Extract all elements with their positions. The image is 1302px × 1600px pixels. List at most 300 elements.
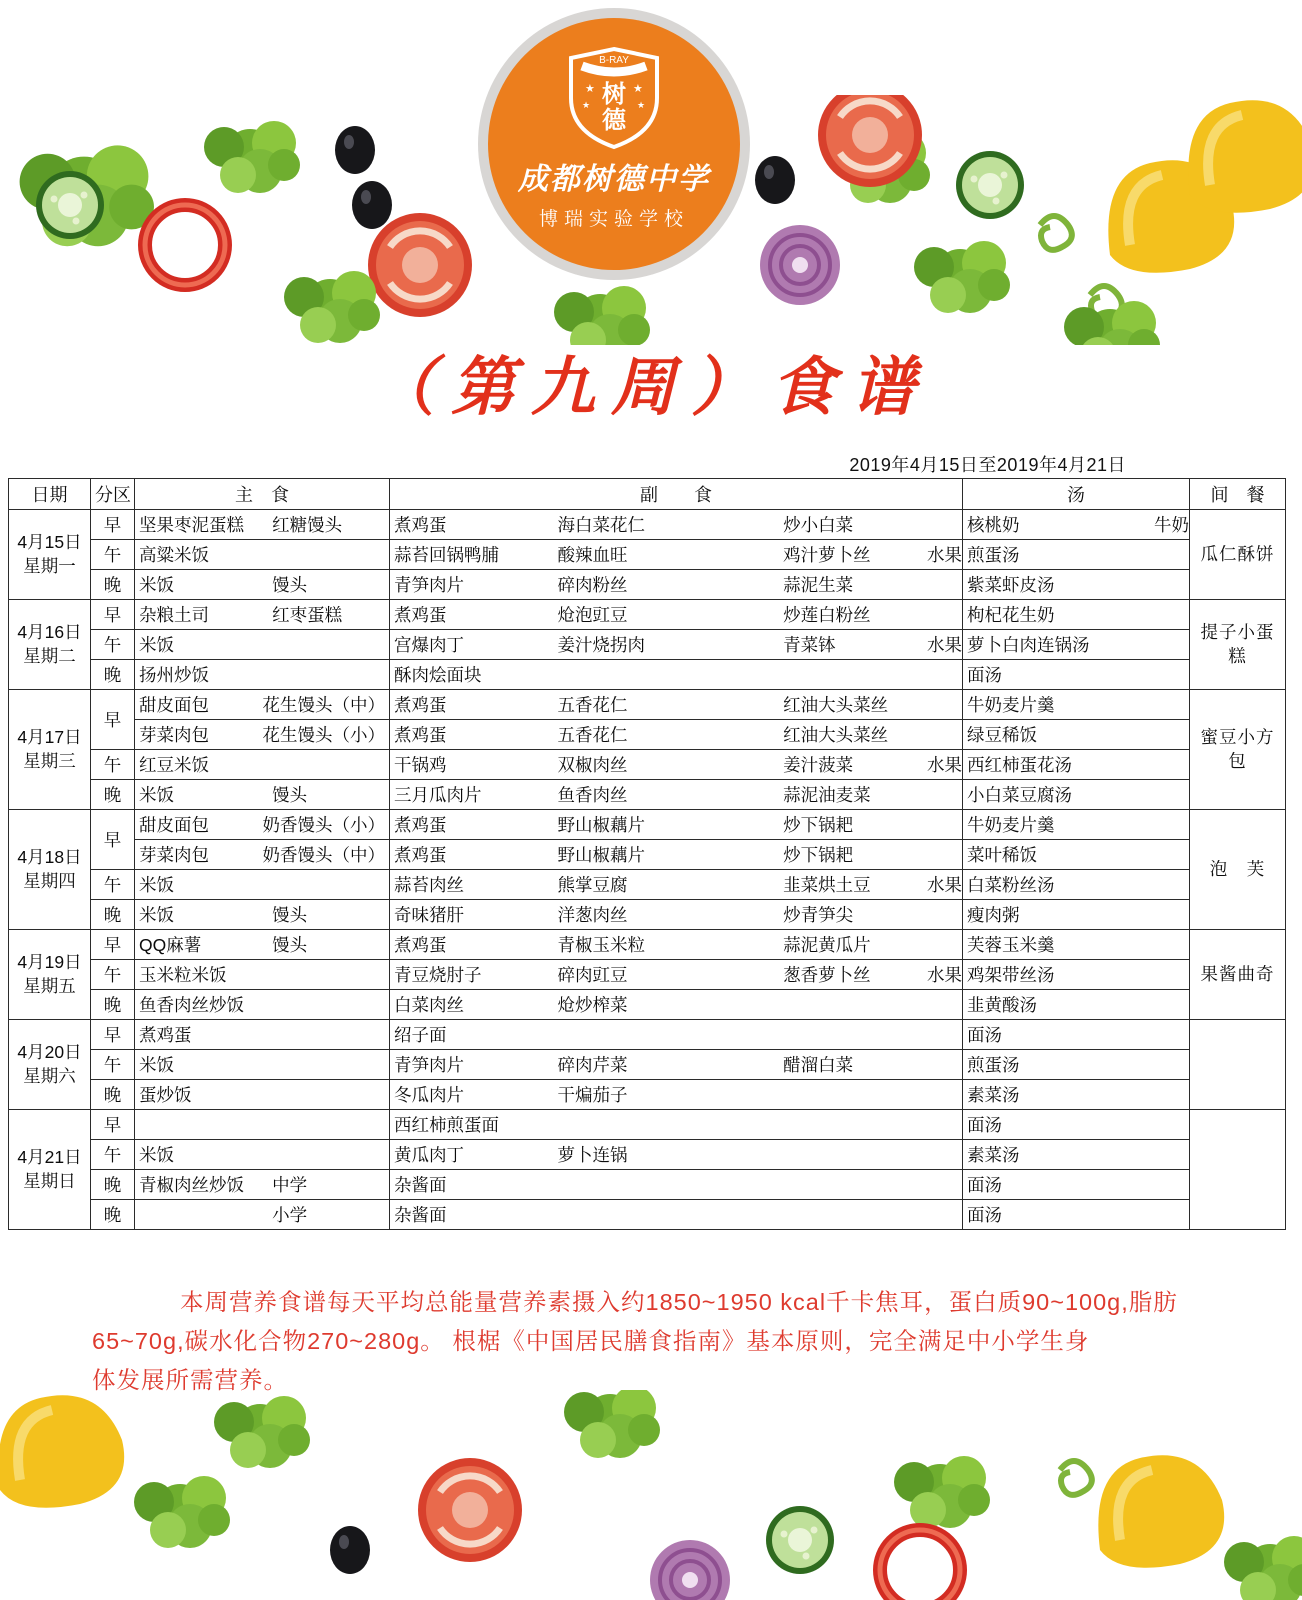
soup-cell — [963, 840, 1190, 870]
soup-item-1: 菜叶稀饭 — [967, 845, 1037, 865]
staple-cell — [135, 1050, 390, 1080]
logo-circle — [488, 18, 740, 270]
side-cell — [390, 630, 963, 660]
soup-cell — [963, 960, 1190, 990]
side-cell — [390, 540, 963, 570]
side-item-3: 鸡汁萝卜丝 — [783, 545, 871, 565]
staple-cell — [135, 840, 390, 870]
soup-item-1: 素菜汤 — [967, 1145, 1020, 1165]
side-cell — [390, 1170, 963, 1200]
soup-item-1: 小白菜豆腐汤 — [967, 785, 1072, 805]
side-item-3: 蒜泥油麦菜 — [783, 785, 871, 805]
snack-cell: 提子小蛋糕 — [1190, 600, 1286, 690]
soup-cell — [963, 570, 1190, 600]
menu-row — [9, 540, 1286, 570]
soup-cell — [963, 750, 1190, 780]
staple-item-1: 米饭 — [139, 1055, 174, 1075]
staple-item-2 — [272, 1142, 385, 1167]
staple-cell — [135, 600, 390, 630]
soup-item-1: 素菜汤 — [967, 1085, 1020, 1105]
date-text: 4月15日 — [17, 531, 82, 552]
soup-item-1: 面汤 — [967, 665, 1002, 685]
menu-row — [9, 1050, 1286, 1080]
side-cell — [390, 930, 963, 960]
side-item-1: 杂酱面 — [394, 1205, 447, 1225]
date-cell — [9, 600, 91, 690]
header-date: 日期 — [9, 479, 91, 510]
side-item-3: 炒莲白粉丝 — [783, 605, 871, 625]
side-item-3: 蒜泥黄瓜片 — [783, 935, 871, 955]
side-item-3 — [783, 992, 958, 1017]
side-item-2 — [558, 662, 784, 687]
side-item-1: 青笋肉片 — [394, 1055, 464, 1075]
side-item-2: 熊掌豆腐 — [557, 875, 628, 895]
soup-cell — [963, 630, 1190, 660]
side-item-3 — [783, 1172, 958, 1197]
header-row — [9, 479, 1286, 510]
meal-cell: 午 — [91, 540, 135, 570]
side-item-3: 红油大头菜丝 — [783, 695, 889, 715]
side-item-2: 干煸茄子 — [557, 1085, 628, 1105]
nutrition-line-2: 65~70g,碳水化合物270~280g。 根椐《中国居民膳食指南》基本原则，完全满足中小学生身 — [92, 1328, 1090, 1354]
staple-item-2: 中学 — [272, 1175, 308, 1195]
side-item-2: 洋葱肉丝 — [557, 905, 628, 925]
date-text: 星期一 — [23, 555, 76, 576]
staple-cell — [135, 1080, 390, 1110]
soup-item-1: 面汤 — [967, 1175, 1002, 1195]
staple-cell — [135, 810, 390, 840]
staple-item-1 — [139, 1202, 272, 1227]
side-item-3 — [783, 1142, 958, 1167]
staple-item-2 — [272, 542, 385, 567]
side-item-1: 干锅鸡 — [394, 755, 447, 775]
meal-cell: 早 — [91, 1110, 135, 1140]
menu-row — [9, 750, 1286, 780]
side-item-1: 黄瓜肉丁 — [394, 1145, 464, 1165]
side-item-1: 煮鸡蛋 — [394, 695, 447, 715]
meal-cell: 早 — [91, 1020, 135, 1050]
staple-item-1: 芽菜肉包 — [139, 845, 209, 865]
staple-cell — [135, 990, 390, 1020]
menu-row — [9, 720, 1286, 750]
menu-row — [9, 630, 1286, 660]
side-cell — [390, 990, 963, 1020]
staple-item-1: 米饭 — [139, 575, 174, 595]
shield-icon — [568, 46, 660, 150]
side-cell — [390, 810, 963, 840]
meal-cell: 午 — [91, 1140, 135, 1170]
soup-item-1: 韭黄酸汤 — [967, 995, 1037, 1015]
staple-cell — [135, 1140, 390, 1170]
fruit-label: 水果 — [927, 965, 962, 985]
side-item-2: 碎肉粉丝 — [557, 575, 628, 595]
snack-cell: 蜜豆小方包 — [1190, 690, 1286, 810]
staple-item-2: 馒头 — [272, 905, 308, 925]
meal-cell: 晚 — [91, 660, 135, 690]
soup-cell — [963, 780, 1190, 810]
side-cell — [390, 1200, 963, 1230]
menu-row — [9, 1080, 1286, 1110]
side-item-1: 西红柿煎蛋面 — [394, 1115, 499, 1135]
side-item-2: 海白菜花仁 — [557, 515, 646, 535]
snack-cell — [1190, 1020, 1286, 1110]
meal-cell: 早 — [91, 810, 135, 870]
snack-cell — [1190, 1110, 1286, 1230]
menu-row — [9, 900, 1286, 930]
soup-item-1: 萝卜白肉连锅汤 — [967, 635, 1090, 655]
date-text: 4月17日 — [17, 726, 82, 747]
side-item-3: 炒下锅耙 — [783, 845, 854, 865]
staple-item-1: 甜皮面包 — [139, 695, 209, 715]
menu-row — [9, 930, 1286, 960]
snack-cell: 果酱曲奇 — [1190, 930, 1286, 1020]
staple-item-1: 坚果枣泥蛋糕 — [139, 515, 244, 535]
header-side: 副 食 — [390, 479, 963, 510]
soup-cell — [963, 600, 1190, 630]
side-cell — [390, 720, 963, 750]
side-item-1: 蒜苔回锅鸭脯 — [394, 545, 499, 565]
side-cell — [390, 1080, 963, 1110]
menu-row — [9, 1170, 1286, 1200]
soup-cell — [963, 660, 1190, 690]
soup-cell — [963, 900, 1190, 930]
staple-item-2 — [272, 872, 385, 897]
side-item-2: 酸辣血旺 — [557, 545, 628, 565]
staple-cell — [135, 960, 390, 990]
nutrition-line-1: 本周营养食谱每天平均总能量营养素摄入约1850~1950 kcal千卡焦耳，蛋白质90~100g,脂肪 — [180, 1289, 1178, 1315]
side-item-2: 野山椒藕片 — [557, 845, 646, 865]
menu-row — [9, 690, 1286, 720]
school-logo — [478, 8, 750, 300]
date-text: 星期六 — [23, 1065, 76, 1086]
side-item-1: 青豆烧肘子 — [394, 965, 482, 985]
meal-cell: 早 — [91, 510, 135, 540]
side-item-2: 碎肉芹菜 — [557, 1055, 628, 1075]
staple-item-1: 芽菜肉包 — [139, 725, 209, 745]
soup-cell — [963, 990, 1190, 1020]
soup-item-2: 牛奶 — [1154, 515, 1189, 535]
soup-item-1: 煎蛋汤 — [967, 545, 1020, 565]
meal-cell: 午 — [91, 960, 135, 990]
staple-item-1: 米饭 — [139, 785, 174, 805]
staple-cell — [135, 750, 390, 780]
svg-text:树: 树 — [602, 79, 626, 108]
staple-cell — [135, 540, 390, 570]
side-item-2: 鱼香肉丝 — [557, 785, 628, 805]
meal-cell: 晚 — [91, 990, 135, 1020]
side-cell — [390, 660, 963, 690]
staple-item-2 — [272, 662, 385, 687]
menu-row — [9, 840, 1286, 870]
staple-item-2: 馒头 — [272, 785, 308, 805]
staple-item-2 — [272, 1082, 385, 1107]
date-text: 星期四 — [23, 870, 76, 891]
soup-cell — [963, 930, 1190, 960]
menu-row — [9, 1020, 1286, 1050]
menu-row — [9, 1200, 1286, 1230]
side-item-2 — [558, 1112, 784, 1137]
svg-text:德: 德 — [602, 105, 626, 134]
side-cell — [390, 600, 963, 630]
staple-item-2: 馒头 — [272, 935, 308, 955]
date-text: 星期五 — [23, 975, 76, 996]
soup-cell — [963, 720, 1190, 750]
menu-row — [9, 1140, 1286, 1170]
staple-item-1: 青椒肉丝炒饭 — [139, 1175, 244, 1195]
soup-item-1: 瘦肉粥 — [967, 905, 1020, 925]
staple-item-2 — [272, 1022, 385, 1047]
side-cell — [390, 750, 963, 780]
side-item-2: 炝泡豇豆 — [557, 605, 628, 625]
staple-item-1: 扬州炒饭 — [139, 665, 209, 685]
side-item-3 — [783, 1202, 958, 1227]
staple-cell — [135, 1200, 390, 1230]
side-cell — [390, 900, 963, 930]
side-item-1: 杂酱面 — [394, 1175, 447, 1195]
soup-cell — [963, 510, 1190, 540]
date-text: 星期三 — [23, 750, 76, 771]
date-cell — [9, 1020, 91, 1110]
side-item-2: 双椒肉丝 — [557, 755, 628, 775]
soup-item-1: 面汤 — [967, 1205, 1002, 1225]
header-zone: 分区 — [91, 479, 135, 510]
menu-row — [9, 660, 1286, 690]
staple-item-2 — [272, 1052, 385, 1077]
staple-item-1: 高粱米饭 — [139, 545, 209, 565]
menu-row — [9, 780, 1286, 810]
soup-item-1: 鸡架带丝汤 — [967, 965, 1055, 985]
date-text: 4月18日 — [17, 846, 82, 867]
side-item-1: 煮鸡蛋 — [394, 815, 447, 835]
staple-item-2 — [272, 752, 385, 777]
staple-item-1: 玉米粒米饭 — [139, 965, 227, 985]
fruit-label: 水果 — [927, 545, 962, 565]
nutrition-note — [0, 1283, 1302, 1400]
staple-item-1: 杂粮土司 — [139, 605, 209, 625]
side-item-1: 煮鸡蛋 — [394, 515, 447, 535]
side-item-1: 绍子面 — [394, 1025, 447, 1045]
page-title: （第九周）食谱 — [371, 350, 931, 425]
meal-cell: 晚 — [91, 1200, 135, 1230]
soup-cell — [963, 1080, 1190, 1110]
meal-cell: 晚 — [91, 900, 135, 930]
meal-cell: 早 — [91, 600, 135, 630]
side-item-2 — [558, 1172, 784, 1197]
date-range: 2019年4月15日至2019年4月21日 — [849, 455, 1126, 475]
side-cell — [390, 510, 963, 540]
meal-cell: 晚 — [91, 1170, 135, 1200]
meal-cell: 午 — [91, 630, 135, 660]
side-item-3: 姜汁菠菜 — [783, 755, 854, 775]
staple-cell — [135, 1020, 390, 1050]
fruit-label: 水果 — [927, 755, 962, 775]
meal-cell: 午 — [91, 870, 135, 900]
staple-item-1: 米饭 — [139, 905, 174, 925]
nutrition-line-3: 体发展所需营养。 — [92, 1367, 288, 1393]
staple-item-1: 蛋炒饭 — [139, 1085, 192, 1105]
soup-item-1: 牛奶麦片羹 — [967, 815, 1055, 835]
date-text: 4月16日 — [17, 621, 82, 642]
staple-item-2: 小学 — [272, 1205, 308, 1225]
svg-text:★: ★ — [582, 100, 591, 110]
side-item-2: 萝卜连锅 — [557, 1145, 628, 1165]
meal-cell: 晚 — [91, 570, 135, 600]
staple-cell — [135, 870, 390, 900]
soup-item-1: 白菜粉丝汤 — [967, 875, 1055, 895]
side-item-2 — [558, 1202, 784, 1227]
date-text: 4月19日 — [17, 951, 82, 972]
side-item-1: 宫爆肉丁 — [394, 635, 464, 655]
side-item-3 — [783, 1112, 958, 1137]
side-item-3: 红油大头菜丝 — [783, 725, 889, 745]
date-text: 星期二 — [23, 645, 76, 666]
side-item-3 — [783, 662, 958, 687]
side-cell — [390, 570, 963, 600]
side-item-2: 野山椒藕片 — [557, 815, 646, 835]
menu-row — [9, 570, 1286, 600]
menu-row — [9, 510, 1286, 540]
meal-cell: 晚 — [91, 1080, 135, 1110]
side-item-3: 韭菜烘土豆 — [783, 875, 871, 895]
meal-cell: 午 — [91, 750, 135, 780]
soup-cell — [963, 1170, 1190, 1200]
side-cell — [390, 1050, 963, 1080]
date-text: 星期日 — [23, 1170, 76, 1191]
side-item-1: 三月瓜肉片 — [394, 785, 482, 805]
staple-cell — [135, 1170, 390, 1200]
side-item-1: 白菜肉丝 — [394, 995, 464, 1015]
staple-item-2: 奶香馒头（中） — [262, 845, 385, 865]
side-item-2: 青椒玉米粒 — [557, 935, 646, 955]
snack-cell: 泡 芙 — [1190, 810, 1286, 930]
side-item-1: 煮鸡蛋 — [394, 725, 447, 745]
staple-cell — [135, 1110, 390, 1140]
side-cell — [390, 1110, 963, 1140]
side-item-3: 蒜泥生菜 — [783, 575, 854, 595]
meal-cell: 早 — [91, 930, 135, 960]
soup-cell — [963, 1140, 1190, 1170]
staple-item-2: 红糖馒头 — [272, 515, 343, 535]
vegetable-border-bottom — [0, 1390, 1302, 1600]
staple-item-1: 红豆米饭 — [139, 755, 209, 775]
staple-item-1: QQ麻薯 — [139, 935, 202, 955]
meal-cell: 晚 — [91, 780, 135, 810]
svg-text:B-RAY: B-RAY — [599, 55, 629, 66]
staple-item-1: 米饭 — [139, 875, 174, 895]
header-staple: 主 食 — [135, 479, 390, 510]
side-cell — [390, 1020, 963, 1050]
header-soup: 汤 — [963, 479, 1190, 510]
date-text: 4月20日 — [17, 1041, 82, 1062]
soup-cell — [963, 870, 1190, 900]
side-item-3 — [783, 1082, 958, 1107]
staple-item-2 — [272, 962, 385, 987]
side-cell — [390, 690, 963, 720]
soup-cell — [963, 690, 1190, 720]
side-item-1: 煮鸡蛋 — [394, 935, 447, 955]
side-cell — [390, 840, 963, 870]
date-text: 4月21日 — [17, 1146, 82, 1167]
staple-cell — [135, 930, 390, 960]
soup-cell — [963, 1050, 1190, 1080]
date-cell — [9, 1110, 91, 1230]
menu-row — [9, 600, 1286, 630]
side-item-1: 蒜苔肉丝 — [394, 875, 464, 895]
meal-cell: 早 — [91, 690, 135, 750]
staple-cell — [135, 900, 390, 930]
school-subname: 博瑞实验学校 — [538, 209, 689, 230]
soup-item-1: 芙蓉玉米羹 — [967, 935, 1055, 955]
staple-item-1: 甜皮面包 — [139, 815, 209, 835]
side-item-1: 酥肉烩面块 — [394, 665, 482, 685]
soup-item-1: 核桃奶 — [967, 515, 1020, 535]
soup-item-1: 西红柿蛋花汤 — [967, 755, 1072, 775]
soup-cell — [963, 540, 1190, 570]
staple-item-1: 煮鸡蛋 — [139, 1025, 192, 1045]
soup-item-1: 煎蛋汤 — [967, 1055, 1020, 1075]
staple-item-2: 花生馒头（中） — [262, 695, 385, 715]
menu-row — [9, 1110, 1286, 1140]
side-item-3: 葱香萝卜丝 — [783, 965, 871, 985]
menu-row — [9, 810, 1286, 840]
fruit-label: 水果 — [927, 875, 962, 895]
side-item-2: 五香花仁 — [557, 725, 628, 745]
side-item-3: 炒青笋尖 — [783, 905, 854, 925]
side-item-3: 醋溜白菜 — [783, 1055, 854, 1075]
staple-item-1: 米饭 — [139, 635, 174, 655]
date-cell — [9, 930, 91, 1020]
side-item-1: 冬瓜肉片 — [394, 1085, 464, 1105]
menu-row — [9, 960, 1286, 990]
staple-cell — [135, 660, 390, 690]
side-item-2: 碎肉豇豆 — [557, 965, 628, 985]
soup-item-1: 面汤 — [967, 1115, 1002, 1135]
soup-item-1: 面汤 — [967, 1025, 1002, 1045]
side-item-2: 炝炒榨菜 — [557, 995, 628, 1015]
staple-item-2: 馒头 — [272, 575, 308, 595]
date-cell — [9, 810, 91, 930]
staple-item-2: 奶香馒头（小） — [262, 815, 385, 835]
svg-text:★: ★ — [637, 100, 646, 110]
fruit-label: 水果 — [927, 635, 962, 655]
staple-cell — [135, 720, 390, 750]
menu-row — [9, 870, 1286, 900]
side-item-2: 五香花仁 — [557, 695, 628, 715]
header-snack: 间 餐 — [1190, 479, 1286, 510]
soup-cell — [963, 810, 1190, 840]
staple-item-2: 红枣蛋糕 — [272, 605, 343, 625]
side-item-1: 奇味猪肝 — [394, 905, 464, 925]
staple-cell — [135, 780, 390, 810]
date-cell — [9, 690, 91, 810]
soup-item-1: 绿豆稀饭 — [967, 725, 1037, 745]
side-cell — [390, 780, 963, 810]
school-name: 成都树德中学 — [518, 162, 710, 197]
side-cell — [390, 870, 963, 900]
side-item-3: 炒下锅耙 — [783, 815, 854, 835]
side-item-3: 青菜钵 — [783, 635, 836, 655]
staple-item-2 — [272, 632, 385, 657]
staple-cell — [135, 510, 390, 540]
soup-cell — [963, 1020, 1190, 1050]
side-cell — [390, 1140, 963, 1170]
soup-cell — [963, 1110, 1190, 1140]
soup-item-1: 紫菜虾皮汤 — [967, 575, 1055, 595]
staple-cell — [135, 570, 390, 600]
staple-item-2 — [272, 992, 385, 1017]
soup-item-1: 牛奶麦片羹 — [967, 695, 1055, 715]
side-item-2 — [558, 1022, 784, 1047]
